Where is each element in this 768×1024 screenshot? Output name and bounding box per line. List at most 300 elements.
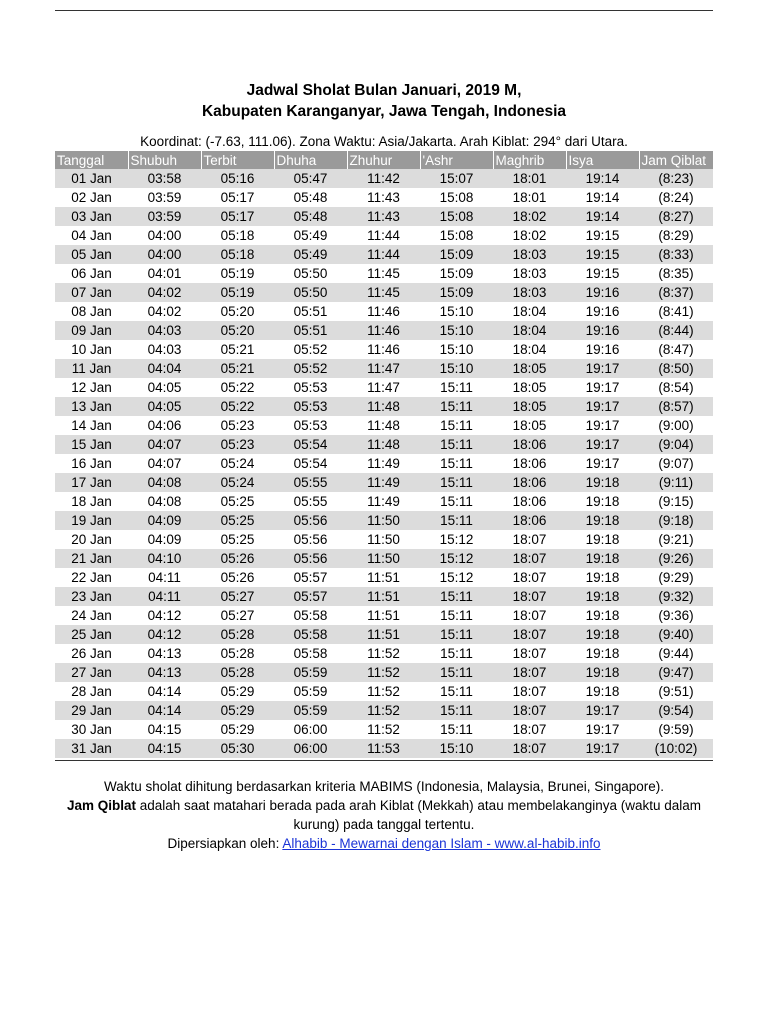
table-row [55,188,713,207]
table-cell: 15:11 [440,494,473,509]
table-cell: 04:09 [147,532,182,547]
table-cell: 04:09 [128,511,201,530]
table-cell: 18:07 [493,663,566,682]
table-row [55,625,713,644]
table-cell: (9:21) [658,532,694,547]
table-row [55,530,713,549]
table-cell: 05:56 [274,511,347,530]
source-link[interactable]: Alhabib - Mewarnai dengan Islam - www.al-habib.info [282,836,601,851]
table-cell: 11:46 [367,342,400,357]
table-cell: 18:07 [512,646,547,661]
table-cell: 15:11 [420,473,493,492]
table-cell: 18:02 [493,207,566,226]
table-cell: (8:47) [658,342,694,357]
table-row [55,416,713,435]
table-cell: (8:57) [639,397,713,416]
table-cell: 11:52 [367,646,400,661]
table-cell: (8:54) [658,380,694,395]
table-cell: 06:00 [293,722,328,737]
table-cell: 05:26 [220,570,255,585]
table-cell: 19:17 [566,359,639,378]
table-cell: 04:00 [147,228,182,243]
table-cell: 15:11 [440,684,473,699]
table-row [55,435,713,454]
table-cell: 19:17 [566,701,639,720]
table-cell: 05:50 [274,283,347,302]
table-cell: 11:45 [367,266,400,281]
table-cell: 05:57 [274,587,347,606]
column-header: Shubuh [128,151,201,169]
table-cell: 04:03 [128,321,201,340]
table-cell: (8:35) [658,266,694,281]
table-cell: 18:06 [512,456,547,471]
table-cell: 05:25 [220,494,255,509]
table-cell: 15:11 [420,397,493,416]
table-cell: 05:21 [220,342,255,357]
table-cell: 05:22 [220,380,255,395]
table-cell: 04:05 [128,397,201,416]
table-cell: 05:20 [201,321,274,340]
table-cell: 18:06 [512,494,547,509]
table-cell: 11:45 [347,283,420,302]
table-cell: 11:53 [347,739,420,758]
table-cell: 15:12 [439,532,474,547]
table-cell: 05:54 [274,435,347,454]
table-cell: 15:11 [440,722,473,737]
table-cell: 18:01 [493,169,566,188]
table-row [55,739,713,758]
prayer-schedule-table [55,151,713,758]
table-cell: 11 Jan [55,359,128,378]
table-cell: 11:51 [347,587,420,606]
table-cell: 08 Jan [71,304,112,319]
table-cell: 26 Jan [71,646,112,661]
table-cell: 04:00 [128,245,201,264]
table-cell: 19:18 [585,684,620,699]
table-cell: 11:50 [347,549,420,568]
table-cell: 11:46 [367,304,400,319]
table-cell: 04:15 [147,722,182,737]
table-cell: 05:55 [274,473,347,492]
table-row [55,511,713,530]
table-row [55,283,713,302]
table-cell: 04:06 [147,418,182,433]
table-cell: 05:26 [201,549,274,568]
table-cell: (9:44) [658,646,694,661]
table-cell: 11:47 [367,380,400,395]
table-cell: 19 Jan [55,511,128,530]
table-cell: 22 Jan [71,570,112,585]
table-row [55,302,713,321]
qiblat-note [60,796,708,834]
table-cell: (9:26) [639,549,713,568]
table-cell: (8:23) [639,169,713,188]
table-cell: 19:17 [566,739,639,758]
table-cell: 02 Jan [71,190,112,205]
table-cell: 05:28 [220,646,255,661]
table-cell: 05:50 [293,266,328,281]
table-cell: 11:50 [367,532,400,547]
table-row [55,568,713,587]
table-cell: 05:56 [293,532,328,547]
table-cell: 05:23 [201,435,274,454]
table-cell: 05:48 [293,190,328,205]
table-cell: 11:51 [367,570,400,585]
table-cell: 18:07 [512,722,547,737]
table-cell: 11:51 [367,608,400,623]
table-cell: 15:11 [440,380,473,395]
table-cell: 05:17 [220,190,255,205]
table-cell: 18:07 [512,570,547,585]
table-cell: 18:05 [512,380,547,395]
table-cell: 04:08 [147,494,182,509]
table-cell: 15:10 [420,359,493,378]
table-cell: 18:05 [512,418,547,433]
footer-notes [60,777,708,853]
table-cell: 19:16 [585,342,620,357]
table-cell: 01 Jan [55,169,128,188]
table-cell: 04:03 [147,342,182,357]
table-cell: 18:07 [512,532,547,547]
table-cell: 11:52 [367,722,400,737]
table-cell: (9:32) [639,587,713,606]
table-cell: 05:29 [220,722,255,737]
column-header: Terbit [201,151,274,169]
table-cell: 19:16 [566,283,639,302]
table-cell: 11:48 [347,397,420,416]
table-cell: 05:20 [220,304,255,319]
table-cell: 05:58 [293,608,328,623]
table-row [55,169,713,188]
table-cell: 05:57 [293,570,328,585]
table-cell: 04:08 [128,473,201,492]
table-cell: (9:07) [658,456,694,471]
table-cell: 03:59 [128,207,201,226]
table-cell: 15:11 [420,511,493,530]
table-cell: 05:49 [274,245,347,264]
column-header: Jam Qiblat [639,151,713,169]
table-cell: 05:58 [274,625,347,644]
table-cell: 05:51 [293,304,328,319]
criteria-note: Waktu sholat dihitung berdasarkan kriteria MABIMS (Indonesia, Malaysia, Brunei, Singapore). [103,779,665,794]
title-line-2: Kabupaten Karanganyar, Jawa Tengah, Indonesia [201,103,567,120]
table-cell: (9:04) [639,435,713,454]
table-cell: 05:29 [201,701,274,720]
table-cell: 05:47 [274,169,347,188]
table-row [55,663,713,682]
table-cell: 05:58 [293,646,328,661]
table-cell: 18:07 [493,587,566,606]
table-cell: 03 Jan [55,207,128,226]
table-cell: 18:03 [512,266,547,281]
table-cell: 04:13 [128,663,201,682]
table-cell: 19:18 [566,625,639,644]
table-cell: 15:12 [420,549,493,568]
page-title [0,80,768,122]
table-cell: 15:12 [439,570,474,585]
table-header-row [55,151,713,169]
table-cell: 05:28 [201,663,274,682]
table-cell: 11:44 [367,228,400,243]
table-cell: 11:43 [367,190,400,205]
table-cell: 23 Jan [55,587,128,606]
table-cell: 24 Jan [71,608,112,623]
table-cell: 18:07 [493,625,566,644]
table-cell: 18:07 [512,684,547,699]
table-cell: 18:02 [512,228,547,243]
table-cell: 11:46 [347,321,420,340]
table-cell: 05:19 [201,283,274,302]
table-cell: 19:16 [585,304,620,319]
prepared-by [60,834,708,853]
column-header: Dhuha [274,151,347,169]
table-cell: 19:15 [566,245,639,264]
table-cell: (10:02) [639,739,713,758]
table-cell: 04:07 [147,456,182,471]
table-cell: 19:18 [585,570,620,585]
table-cell: 19:16 [566,321,639,340]
table-cell: 15:09 [420,283,493,302]
table-cell: 15:10 [420,321,493,340]
table-cell: 19:17 [566,435,639,454]
title-line-1: Jadwal Sholat Bulan Januari, 2019 M, [246,82,522,99]
table-cell: 19:18 [585,608,620,623]
table-row [55,378,713,397]
table-cell: 11:49 [367,494,400,509]
table-cell: 04:01 [147,266,182,281]
table-cell: 19:14 [566,169,639,188]
table-cell: 18 Jan [71,494,112,509]
table-cell: 05:25 [201,511,274,530]
table-cell: 15:11 [440,608,473,623]
table-cell: 19:14 [566,207,639,226]
table-cell: 15:08 [439,228,474,243]
table-row [55,549,713,568]
table-cell: 04:05 [147,380,182,395]
table-cell: 11:52 [347,701,420,720]
table-cell: 19:15 [585,228,620,243]
table-cell: 14 Jan [71,418,112,433]
table-cell: 15:11 [420,663,493,682]
table-cell: 05:22 [201,397,274,416]
table-row [55,245,713,264]
table-cell: 19:18 [566,473,639,492]
table-cell: 25 Jan [55,625,128,644]
table-row [55,473,713,492]
table-cell: 15:11 [420,701,493,720]
table-cell: 18:07 [493,549,566,568]
table-cell: 15 Jan [55,435,128,454]
table-cell: 11:47 [347,359,420,378]
table-row [55,682,713,701]
table-cell: 05:52 [274,359,347,378]
table-cell: 05:53 [293,380,328,395]
table-row [55,587,713,606]
table-cell: 05:24 [201,473,274,492]
table-row [55,720,713,739]
top-divider [55,10,713,11]
table-cell: 13 Jan [55,397,128,416]
table-cell: 19:18 [585,646,620,661]
table-cell: (9:15) [658,494,694,509]
table-row [55,321,713,340]
table-row [55,454,713,473]
table-row [55,340,713,359]
table-cell: (8:33) [639,245,713,264]
table-cell: 15:09 [439,266,474,281]
table-cell: 04:11 [148,570,181,585]
table-cell: 04:12 [128,625,201,644]
table-cell: 05 Jan [55,245,128,264]
table-row [55,644,713,663]
column-header: Zhuhur [347,151,420,169]
table-row [55,207,713,226]
table-cell: 05:27 [201,587,274,606]
table-cell: 29 Jan [55,701,128,720]
table-cell: 05:18 [201,245,274,264]
table-cell: 04:04 [128,359,201,378]
qiblat-label: Jam Qiblat [66,798,136,813]
table-cell: 05:30 [201,739,274,758]
table-cell: 05:19 [220,266,255,281]
table-cell: 18:03 [493,283,566,302]
table-cell: 18:01 [512,190,547,205]
table-cell: 18:06 [493,473,566,492]
table-cell: 04:15 [128,739,201,758]
table-cell: 05:18 [220,228,255,243]
table-cell: (9:18) [639,511,713,530]
table-cell: 05:56 [274,549,347,568]
table-cell: 04:07 [128,435,201,454]
table-cell: 11:49 [347,473,420,492]
table-cell: 10 Jan [71,342,112,357]
table-cell: 05:53 [274,397,347,416]
table-cell: 15:10 [439,304,474,319]
table-cell: 05:27 [220,608,255,623]
table-cell: 15:11 [420,587,493,606]
table-cell: 04:02 [128,283,201,302]
column-header: Tanggal [55,151,128,169]
table-cell: 30 Jan [71,722,112,737]
table-cell: 04:11 [128,587,201,606]
table-cell: 04 Jan [71,228,112,243]
table-cell: 03:59 [147,190,182,205]
table-cell: 19:18 [566,663,639,682]
table-cell: 04:14 [147,684,182,699]
table-cell: 18:04 [493,321,566,340]
table-row [55,226,713,245]
table-cell: 03:58 [128,169,201,188]
table-cell: 18:03 [493,245,566,264]
table-cell: 15:11 [440,456,473,471]
table-cell: 27 Jan [55,663,128,682]
table-cell: 05:17 [201,207,274,226]
table-cell: 05:48 [274,207,347,226]
table-cell: 18:04 [512,304,547,319]
table-cell: (9:00) [658,418,694,433]
table-cell: 11:51 [347,625,420,644]
table-cell: 11:49 [367,456,400,471]
table-row [55,397,713,416]
table-cell: 04:14 [128,701,201,720]
table-cell: 05:24 [220,456,255,471]
table-cell: 04:12 [147,608,182,623]
table-cell: 06:00 [274,739,347,758]
table-cell: 15:11 [420,625,493,644]
table-cell: 19:18 [585,532,620,547]
table-cell: 15:11 [440,418,473,433]
table-cell: (9:11) [639,473,713,492]
table-cell: 11:42 [347,169,420,188]
coordinates-info: Koordinat: (-7.63, 111.06). Zona Waktu: Asia/Jakarta. Arah Kiblat: 294° dari Utara. [140,134,628,149]
table-cell: (8:27) [639,207,713,226]
table-cell: 15:10 [420,739,493,758]
table-cell: 18:04 [512,342,547,357]
table-cell: (9:29) [658,570,694,585]
table-cell: 05:23 [220,418,255,433]
table-cell: 05:55 [293,494,328,509]
table-cell: 16 Jan [71,456,112,471]
table-cell: 19:17 [585,380,620,395]
table-cell: (8:29) [658,228,694,243]
table-cell: 15:07 [420,169,493,188]
table-cell: 05:25 [220,532,255,547]
table-cell: 15:10 [439,342,474,357]
table-cell: (9:36) [658,608,694,623]
qiblat-text: adalah saat matahari berada pada arah Kiblat (Mekkah) atau membelakanginya (waktu dalam kurung) pada tanggal tertentu. [135,798,702,832]
table-cell: 19:17 [585,418,620,433]
bottom-divider [55,760,713,761]
table-cell: 19:14 [585,190,620,205]
table-cell: 15:08 [420,207,493,226]
table-cell: 18:07 [493,739,566,758]
table-cell: 19:17 [566,397,639,416]
table-cell: 04:02 [147,304,182,319]
table-cell: 05:16 [201,169,274,188]
table-cell: (9:54) [639,701,713,720]
table-cell: 15:09 [420,245,493,264]
table-row [55,701,713,720]
table-cell: 05:59 [274,663,347,682]
table-row [55,359,713,378]
table-cell: 11:48 [367,418,400,433]
table-cell: 17 Jan [55,473,128,492]
table-body [55,169,713,758]
table-cell: 05:49 [293,228,328,243]
table-cell: (9:51) [658,684,694,699]
column-header: 'Ashr [420,151,493,169]
table-cell: 05:59 [293,684,328,699]
table-cell: (8:37) [639,283,713,302]
table-cell: 19:18 [566,511,639,530]
table-cell: 05:21 [201,359,274,378]
table-cell: 09 Jan [55,321,128,340]
table-cell: 15:11 [440,646,473,661]
table-cell: 05:28 [201,625,274,644]
table-cell: (9:47) [639,663,713,682]
table-cell: 18:06 [493,511,566,530]
table-cell: 11:48 [347,435,420,454]
table-cell: 06 Jan [71,266,112,281]
table-cell: 21 Jan [55,549,128,568]
table-cell: (8:41) [658,304,694,319]
table-cell: 31 Jan [55,739,128,758]
table-cell: 18:05 [493,359,566,378]
table-row [55,492,713,511]
table-row [55,264,713,283]
table-cell: (8:50) [639,359,713,378]
table-cell: 05:53 [293,418,328,433]
